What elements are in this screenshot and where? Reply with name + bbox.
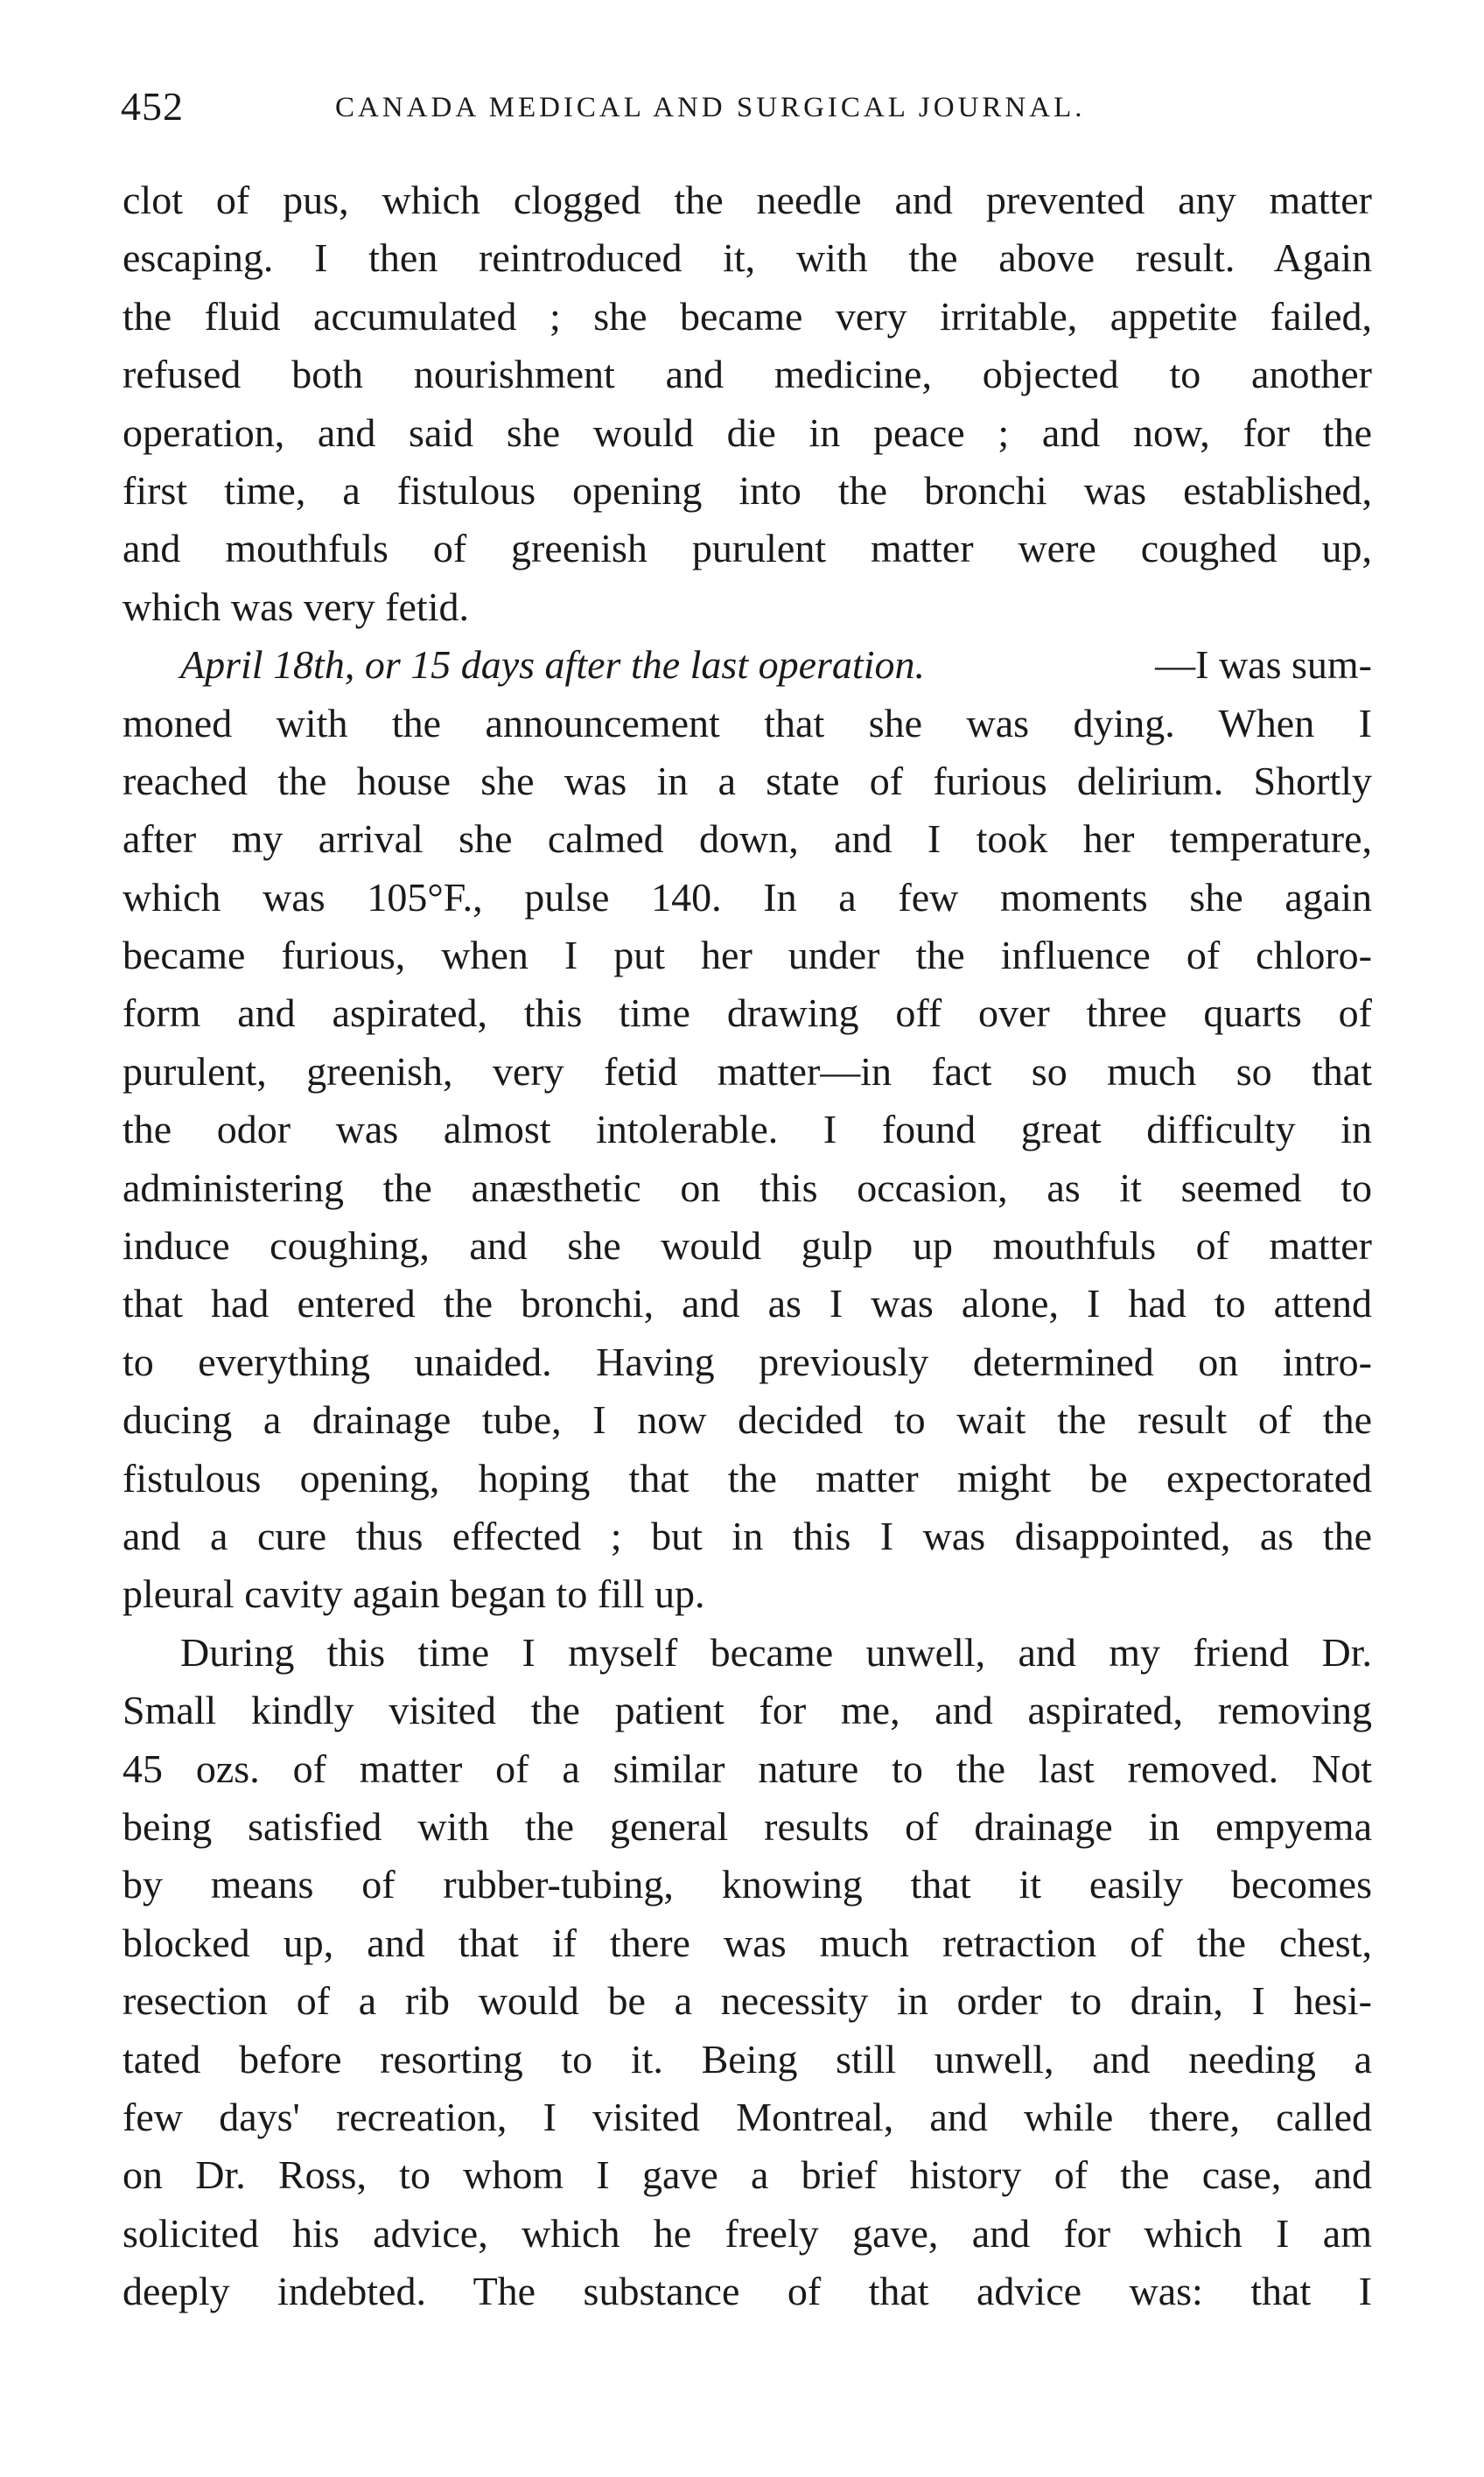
paragraph-2 (122, 636, 1372, 1624)
text-line: after my arrival she calmed down, and I took her temperature, (122, 816, 1372, 862)
body-text (122, 171, 1372, 2320)
text-line: which was very fetid. (122, 584, 469, 629)
journal-title: CANADA MEDICAL AND SURGICAL JOURNAL. (335, 92, 1086, 123)
text-line-lead (122, 636, 1372, 694)
text-line: tated before resorting to it. Being still unwell, and needing a (122, 2036, 1372, 2082)
text-line: escaping. I then reintroduced it, with the above result. Again (122, 235, 1372, 281)
text-line: the odor was almost intolerable. I found great difficulty in (122, 1107, 1372, 1152)
text-line: purulent, greenish, very fetid matter—in fact so much so that (122, 1048, 1372, 1094)
text-line: Small kindly visited the patient for me, and aspirated, removing (122, 1688, 1372, 1733)
text-line: deeply indebted. The substance of that advice was: that I (122, 2269, 1372, 2314)
text-line: that had entered the bronchi, and as I was alone, I had to attend (122, 1281, 1372, 1326)
text-line: first time, a fistulous opening into the bronchi was established, (122, 467, 1372, 513)
text-line: being satisfied with the general results of drainage in empyema (122, 1803, 1372, 1849)
lead-line-wrap (180, 636, 1372, 694)
text-line: refused both nourishment and medicine, objected to another (122, 352, 1372, 397)
text-line: pleural cavity again began to fill up. (122, 1571, 705, 1617)
paragraph-3 (122, 1624, 1372, 2321)
text-line: 45 ozs. of matter of a similar nature to the last removed. Not (122, 1746, 1372, 1791)
text-line: the fluid accumulated ; she became very irritable, appetite failed, (122, 293, 1372, 339)
text-line: administering the anæsthetic on this occasion, as it seemed to (122, 1165, 1372, 1210)
running-head (121, 80, 1372, 133)
text-line: resection of a rib would be a necessity in order to drain, I hesi- (122, 1978, 1372, 2024)
text-line: form and aspirated, this time drawing off over three quarts of (122, 990, 1372, 1036)
text-line: solicited his advice, which he freely gave, and for which I am (122, 2210, 1372, 2256)
text-line: reached the house she was in a state of furious delirium. Shortly (122, 758, 1372, 803)
text-line: and a cure thus effected ; but in this I was disappointed, as the (122, 1513, 1372, 1558)
text-line: on Dr. Ross, to whom I gave a brief history of the case, and (122, 2152, 1372, 2198)
text-line: clot of pus, which clogged the needle and prevented any matter (122, 178, 1372, 222)
text-line: operation, and said she would die in peace ; and now, for the (122, 409, 1372, 455)
text-line: which was 105°F., pulse 140. In a few moments she again (122, 874, 1372, 920)
text-line: to everything unaided. Having previously determined on intro- (122, 1339, 1372, 1384)
text-line: moned with the announcement that she was dying. When I (122, 700, 1372, 745)
page-number: 452 (121, 84, 184, 129)
text-line: blocked up, and that if there was much retraction of the chest, (122, 1920, 1372, 1965)
lead-line-rest: —I was sum- (1155, 642, 1372, 688)
text-line: During this time I myself became unwell, and my friend Dr. (180, 1629, 1372, 1675)
text-line: by means of rubber-tubing, knowing that it easily becomes (122, 1862, 1372, 1907)
italic-dateline: April 18th, or 15 days after the last operation. (180, 642, 925, 688)
text-line: induce coughing, and she would gulp up mouthfuls of matter (122, 1223, 1372, 1269)
text-line: fistulous opening, hoping that the matter might be expectorated (122, 1455, 1372, 1501)
paragraph-1 (122, 171, 1372, 636)
text-line: ducing a drainage tube, I now decided to wait the result of the (122, 1397, 1372, 1443)
text-line: became furious, when I put her under the influence of chloro- (122, 933, 1372, 978)
text-line: and mouthfuls of greenish purulent matter were coughed up, (122, 526, 1372, 571)
text-line: few days' recreation, I visited Montreal, and while there, called (122, 2094, 1372, 2139)
